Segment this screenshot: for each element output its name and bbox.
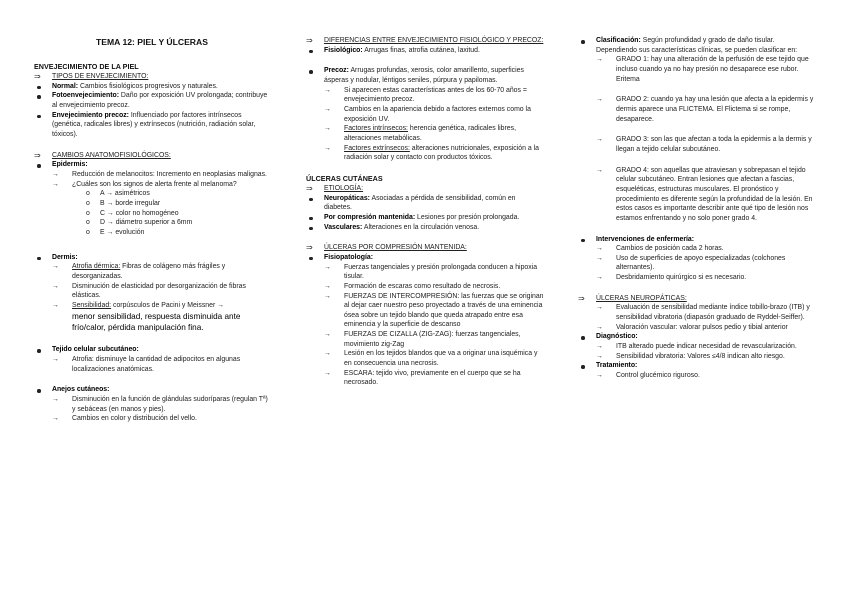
arrow-item: → Cambios en la apariencia debido a factores externos como la exposición UV. <box>306 105 544 124</box>
subheading-etiologia: ⇒ ETIOLOGÍA: <box>306 184 544 194</box>
arrow-item: → Disminución en la función de glándulas sudoríparas (regulan Tª) y sebáceas (en manos y pies). <box>34 395 270 414</box>
arrow-item: → Sensibilidad vibratoria: Valores ≤4/8 indican alto riesgo. <box>578 352 814 362</box>
abcde-item: o A → asimétricos <box>34 189 270 199</box>
bullet-vasculares: Vasculares: Alteraciones en la circulación venosa. <box>306 223 544 233</box>
subheading-diferencias: ⇒ DIFERENCIAS ENTRE ENVEJECIMIENTO FISIOLÓGICO Y PRECOZ: <box>306 36 544 46</box>
abcde-item: o C → color no homogéneo <box>34 209 270 219</box>
arrow-item: → Cambios en color y distribución del vello. <box>34 414 270 424</box>
arrow-item: → Atrofia: disminuye la cantidad de adipocitos en algunas localizaciones anatómicas. <box>34 355 270 374</box>
arrow-item: → FUERZAS DE CIZALLA (ZIG-ZAG): fuerzas tangenciales, movimiento zig-Zag <box>306 330 544 349</box>
bullet-precoz: Envejecimiento precoz: Influenciado por factores intrínsecos (genética, radicales libres) y extrínsecos (nutrición, radiación solar, tóxicos). <box>34 111 270 140</box>
arrow-item: → Valoración vascular: valorar pulsos pedio y tibial anterior <box>578 323 814 333</box>
arrow-item: → Reducción de melanocitos: Incremento en neoplasias malignas. <box>34 170 270 180</box>
abcde-item: o E → evolución <box>34 228 270 238</box>
arrow-item: → Lesión en los tejidos blandos que va a originar una isquémica y en consecuencia una necrosis. <box>306 349 544 368</box>
arrow-item: → Si aparecen estas características antes de los 60-70 años = envejecimiento precoz. <box>306 86 544 105</box>
bullet-dermis: Dermis: <box>34 253 270 263</box>
bullet-fotoenvejecimiento: Fotoenvejecimiento: Daño por exposición UV prolongada; contribuye al envejecimiento precoz. <box>34 91 270 110</box>
bullet-neuropaticas: Neuropáticas: Asociadas a pérdida de sensibilidad, común en diabetes. <box>306 194 544 213</box>
section-heading-ulceras: ÚLCERAS CUTÁNEAS <box>306 173 383 183</box>
bullet-fisiologico: Fisiológico: Arrugas finas, atrofia cutánea, laxitud. <box>306 46 544 56</box>
grade-item: → GRADO 1: hay una alteración de la perfusión de ese tejido que incluso cuando ya no hay presión no desaparece ese rubor. Eritema <box>578 55 814 84</box>
abcde-item: o B → borde irregular <box>34 199 270 209</box>
subheading-tipos: ⇒ TIPOS DE ENVEJECIMIENTO: <box>34 72 270 82</box>
subheading-cambios: ⇒ CAMBIOS ANATOMOFISIOLÓGICOS: <box>34 151 270 161</box>
bullet-tejido: Tejido celular subcutáneo: <box>34 345 270 355</box>
column-2 <box>306 36 544 388</box>
grade-item: → GRADO 2: cuando ya hay una lesión que afecta a la epidermis y dermis aparece una FLICTEMA. El Flictema si se rompe, desaparece. <box>578 95 814 124</box>
arrow-item: → ITB alterado puede indicar necesidad de revascularización. <box>578 342 814 352</box>
page-title: TEMA 12: PIEL Y ÚLCERAS <box>96 37 208 47</box>
grade-item: → GRADO 3: son las que afectan a toda la epidermis a la dermis y llegan a tejido celular subcutáneo. <box>578 135 814 154</box>
arrow-item: → Sensibilidad: corpúsculos de Pacini y Meissner → menor sensibilidad, respuesta disminuida ante frío/calor, pérdida manipulación fina. <box>34 301 270 334</box>
bullet-clasificacion: Clasificación: Según profundidad y grado de daño tisular. Dependiendo sus características clínicas, se pueden clasificar en: <box>578 36 814 55</box>
arrow-item: → Formación de escaras como resultado de necrosis. <box>306 282 544 292</box>
abcde-item: o D → diámetro superior a 6mm <box>34 218 270 228</box>
bullet-normal: Normal: Cambios fisiológicos progresivos y naturales. <box>34 82 270 92</box>
bullet-diagnostico: Diagnóstico: <box>578 332 814 342</box>
bullet-anejos: Anejos cutáneos: <box>34 385 270 395</box>
bullet-tratamiento: Tratamiento: <box>578 361 814 371</box>
subheading-ulceras-neuropaticas: ⇒ ÚLCERAS NEUROPÁTICAS: <box>578 294 814 304</box>
arrow-item: → ESCARA: tejido vivo, previamente en el cuerpo que se ha necrosado. <box>306 369 544 388</box>
arrow-item: → Cambios de posición cada 2 horas. <box>578 244 814 254</box>
bullet-precoz: Precoz: Arrugas profundas, xerosis, color amarillento, superficies ásperas y nodular, léntigos seniles, púrpura y papilomas. <box>306 66 544 85</box>
arrow-item: → Desbridamiento quirúrgico si es necesario. <box>578 273 814 283</box>
bullet-epidermis: Epidermis: <box>34 160 270 170</box>
subheading-ulceras-compresion: ⇒ ÚLCERAS POR COMPRESIÓN MANTENIDA: <box>306 243 544 253</box>
arrow-item: → Uso de superficies de apoyo especializadas (colchones alternantes). <box>578 254 814 273</box>
bullet-fisiopatologia: Fisiopatología: <box>306 253 544 263</box>
bullet-compresion: Por compresión mantenida: Lesiones por presión prolongada. <box>306 213 544 223</box>
column-3 <box>578 36 814 381</box>
section-heading-envejecimiento: ENVEJECIMIENTO DE LA PIEL <box>34 62 139 72</box>
arrow-item: → Control glucémico riguroso. <box>578 371 814 381</box>
arrow-item: → Evaluación de sensibilidad mediante índice tobillo-brazo (ITB) y sensibilidad vibratoria (diapasón graduado de Ryddel-Seiffer). <box>578 303 814 322</box>
arrow-item: → Factores intrínsecos: herencia genética, radicales libres, alteraciones metabólicas. <box>306 124 544 143</box>
bullet-intervenciones: Intervenciones de enfermería: <box>578 235 814 245</box>
column-1 <box>34 36 270 424</box>
grade-item: → GRADO 4: son aquellas que atraviesan y sobrepasan el tejido celular subcutáneo. Entran lesiones que afectan a fascias, esqueléticas, estructuras musculares. El pronóstico y procedimiento es diferente según la profundidad de la lesión. En estos casos es importante describir ante qué tipo de lesión nos estamos enfrentando y no solo poner grado 4. <box>578 166 814 224</box>
arrow-item: → Disminución de elasticidad por desorganización de fibras elásticas. <box>34 282 270 301</box>
arrow-item: → Fuerzas tangenciales y presión prolongada conducen a hipoxia tisular. <box>306 263 544 282</box>
arrow-item: → Factores extrínsecos: alteraciones nutricionales, exposición a la radiación solar y contacto con productos tóxicos. <box>306 144 544 163</box>
arrow-item: → FUERZAS DE INTERCOMPRESIÓN: las fuerzas que se originan al dejar caer nuestro peso proyectado a través de una eminencia ósea sobre un tejido blando que queda atrapado entre esa eminencia y la superficie de descanso <box>306 292 544 331</box>
arrow-item: → Atrofia dérmica: Fibras de colágeno más frágiles y desorganizadas. <box>34 262 270 281</box>
arrow-item: → ¿Cuáles son los signos de alerta frente al melanoma? <box>34 180 270 190</box>
